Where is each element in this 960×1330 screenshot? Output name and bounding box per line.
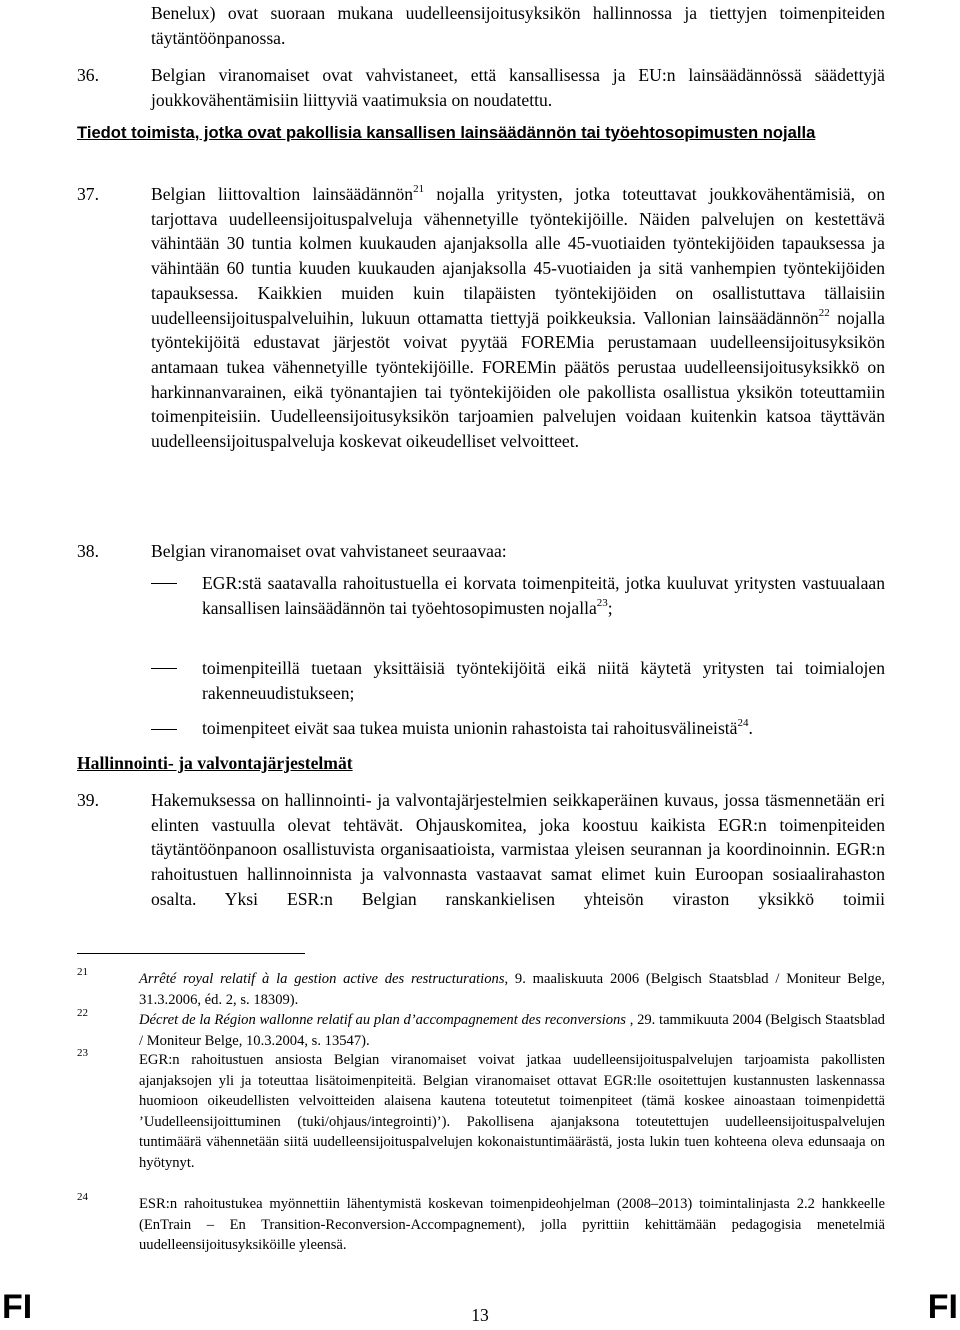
paragraph-37: [151, 182, 885, 454]
paragraph-number-39: 39.: [77, 790, 99, 810]
footnote-21-text: , 9. maaliskuuta 2006 (Belgisch Staatsblad / Moniteur Belge, 31.3.2006, éd. 2, s. 18309).: [139, 971, 885, 1008]
footnote-22-title: Décret de la Région wallonne relatif au plan d’accompagnement des reconversions: [139, 1012, 626, 1028]
paragraph-37-text-c: nojalla työntekijöitä edustavat järjestöt voivat pyytää FOREMia perustamaan uudelleensijoitusyksikön antamaan tukea vähennetyille työntekijöille. FOREMin päätös perustaa uudelleensijoitusyksikkö on harkinnanvarainen, eikä työnantajien tai työntekijöiden ole pakollista osallistua yksikön toteuttamiin toimenpiteisiin. Uudelleensijoitusyksikön tarjoamien palvelujen voidaan kuitenkin katsoa täyttävän uudelleensijoituspalveluja koskevat oikeudelliset velvoitteet.: [151, 307, 885, 452]
list-item-text: EGR:stä saatavalla rahoitustuella ei korvata toimenpiteitä, jotka kuuluvat yritysten vastuualaan kansallisen lainsäädännön tai työehtosopimusten nojalla: [202, 573, 885, 618]
footnote-21: [139, 969, 885, 1010]
footnote-21-title: Arrêté royal relatif à la gestion active des restructurations: [139, 971, 505, 987]
list-item-text: toimenpiteet eivät saa tukea muista unionin rahastoista tai rahoitusvälineistä: [202, 718, 738, 738]
list-dash: [151, 668, 177, 669]
footnote-22: [139, 1010, 885, 1051]
footnote-24: ESR:n rahoitustukea myönnettiin lähentymistä koskevan toimenpideohjelman (2008–2013) toimintalinjasta 2.2 hankkeelle (EnTrain – En Transition-Reconversion-Accompagnement), jolla pyrittiin kehittämään pedagogisia menetelmiä uudelleensijoitusyksiköille yleensä.: [139, 1196, 885, 1253]
footnote-number-21: 21: [77, 966, 88, 978]
paragraph-38: Belgian viranomaiset ovat vahvistaneet seuraavaa:: [151, 541, 507, 561]
list-dash: [151, 729, 177, 730]
footnote-23: EGR:n rahoitustuen ansiosta Belgian viranomaiset voivat jatkaa uudelleensijoituspalvelujen tarjoamista pakollisten ajanjaksojen yli ja toteuttaa lisätoimenpiteitä. Belgian viranomaiset ottavat EGR:lle osoitettujen kustannusten laskennassa huomioon oikeudellisten velvoitteiden alaisena kautena toteutetut toimenpiteet (tämä koskee ainoastaan toimenpidettä ’Uudelleensijoittuminen (tuki/ohjaus/integrointi)’). Pakollisena ajanjaksona toteutettujen uudelleensijoituspalvelujen tuntimäärä vähennetään siitä uudelleensijoituspalvelujen kokonaistuntimäärästä, josta lukin tuen kohteena oleva edunsaaja on hyötynyt.: [139, 1052, 885, 1171]
paragraph-continuation: Benelux) ovat suoraan mukana uudelleensijoitusyksikön hallinnossa ja tiettyjen toimenpiteiden täytäntöönpanossa.: [151, 3, 885, 48]
footnote-number-24: 24: [77, 1191, 88, 1203]
page-number: 13: [471, 1305, 489, 1325]
paragraph-number-37: 37.: [77, 184, 99, 204]
list-item: [202, 716, 885, 741]
footer-language-left: FI: [2, 1288, 33, 1326]
paragraph-36: Belgian viranomaiset ovat vahvistaneet, että kansallisessa ja EU:n lainsäädännössä säädettyjä joukkovähentämisiin liittyviä vaatimuksia on noudatettu.: [151, 65, 885, 110]
list-item: [202, 571, 885, 620]
footnote-ref-23[interactable]: 23: [596, 596, 608, 609]
list-dash: [151, 583, 177, 584]
paragraph-37-text-a: Belgian liittovaltion lainsäädännön: [151, 184, 414, 204]
footnote-number-22: 22: [77, 1007, 88, 1019]
footnote-ref-21[interactable]: 21: [413, 183, 425, 195]
list-item-tail: ;: [607, 597, 613, 618]
footnote-ref-22[interactable]: 22: [818, 306, 830, 319]
paragraph-37-text-b: nojalla yritysten, jotka toteuttavat joukkovähentämisiä, on tarjottava uudelleensijoituspalveluja vähennetyille työntekijöille. Näiden palvelujen on kestettävä vähintään 30 tuntia kolmen kuukauden ajanjaksolla alle 45-vuotiaiden työntekijöiden tapauksessa ja vähintään 60 tuntia kuuden kuukauden ajanjaksolla 45-vuotiaiden ja sitä vanhempien työntekijöiden tapauksessa. Kaikkien muiden kuin tilapäisten työntekijöiden on osallistuttava tällaisiin uudelleensijoituspalveluihin, lukuun ottamatta tiettyjä poikkeuksia. Vallonian lainsäädännön: [151, 184, 885, 328]
section-heading-national-obligations: Tiedot toimista, jotka ovat pakollisia kansallisen lainsäädännön tai työehtosopimusten nojalla: [77, 123, 816, 142]
list-item-tail: .: [748, 718, 753, 738]
footnote-22-text: , 29. tammikuuta 2004 (Belgisch Staatsblad / Moniteur Belge, 10.3.2004, s. 13547).: [139, 1012, 885, 1049]
footnote-separator: [77, 953, 305, 954]
footnote-ref-24[interactable]: 24: [737, 717, 749, 729]
paragraph-number-38: 38.: [77, 541, 99, 561]
list-item: toimenpiteillä tuetaan yksittäisiä työntekijöitä eikä niitä käytetä yritysten tai toimialojen rakenneuudistukseen;: [202, 658, 885, 703]
section-heading-management-control: Hallinnointi- ja valvontajärjestelmät: [77, 753, 353, 773]
paragraph-number-36: 36.: [77, 65, 99, 85]
paragraph-39: Hakemuksessa on hallinnointi- ja valvontajärjestelmien seikkaperäinen kuvaus, jossa täsmennetään eri elinten vastuulla olevat tehtävät. Ohjauskomitea, joka koostuu kaikista EGR:n toimenpiteiden täytäntöönpanoon osallistuvista organisaatioista, varmistaa yleisen seurannan ja koordinoinnin. EGR:n rahoitustuen hallinnoinnista ja valvonnasta vastaavat samat elimet kuin Euroopan sosiaalirahaston osalta. Yksi ESR:n Belgian ranskankielisen yhteisön viraston yksikkö toimii: [151, 790, 885, 909]
footnote-number-23: 23: [77, 1047, 88, 1059]
footer-language-right: FI: [927, 1288, 958, 1326]
